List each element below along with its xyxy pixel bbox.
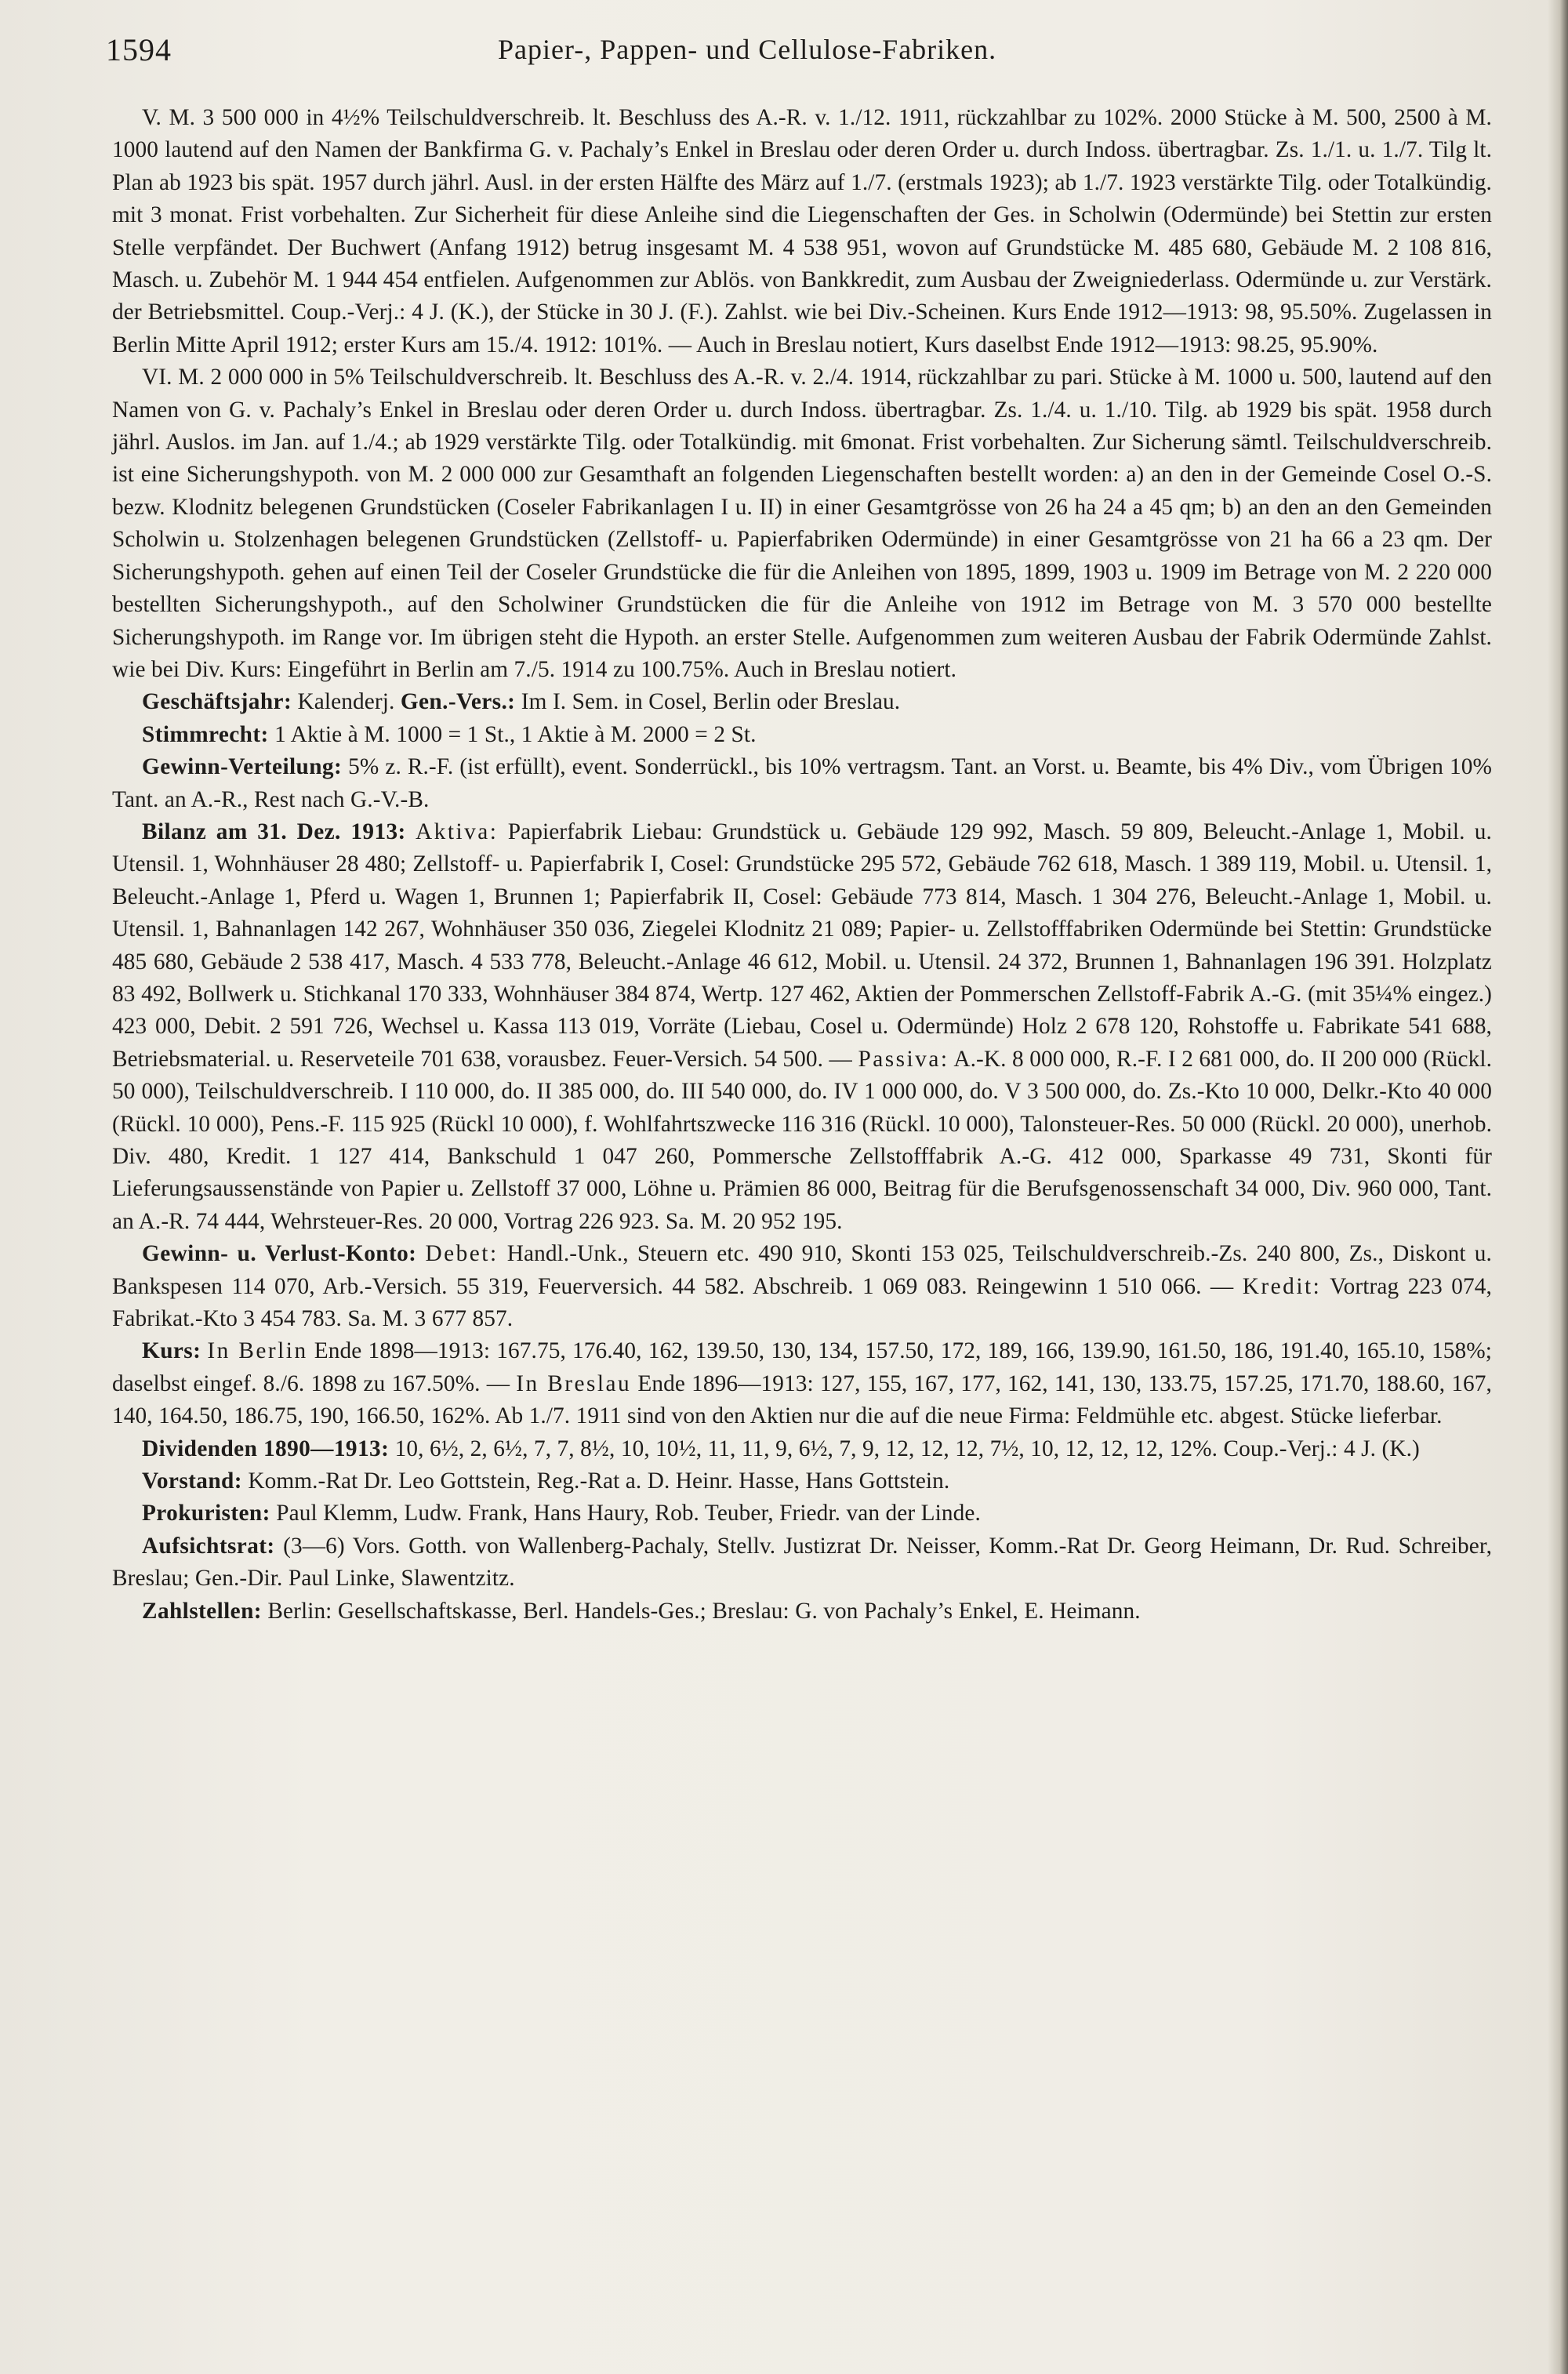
profit-distribution-label: Gewinn-Verteilung: [142,754,343,780]
document-body [112,102,1492,1628]
paying-agents-text: Berlin: Gesellschaftskasse, Berl. Handels-Ges.; Breslau: G. von Pachaly’s Enkel, E. Heimann. [267,1598,1141,1624]
share-price-label: Kurs: [142,1338,201,1364]
kredit-label: Kredit: [1242,1273,1322,1299]
aktiva-text: Papierfabrik Liebau: Grundstück u. Gebäude 129 992, Masch. 59 809, Beleucht.-Anlage 1, Mobil. u. Utensil. 1, Wohnhäuser 28 480; Zellstoff- u. Papierfabrik I, Cosel: Grundstücke 295 572, Gebäude 762 618, Masch. 1 389 119, Mobil. u. Utensil. 1, Beleucht.-Anlage 1, Pferd u. Wagen 1, Brunnen 1; Papierfabrik II, Cosel: Gebäude 773 814, Masch. 1 304 276, Beleucht.-Anlage 1, Mobil. u. Utensil. 1, Bahnanlagen 142 267, Wohnhäuser 350 036, Ziegelei Klodnitz 21 089; Papier- u. Zellstofffabriken Odermünde bei Stettin: Grundstücke 485 680, Gebäude 2 538 417, Masch. 4 533 778, Beleucht.-Anlage 46 612, Mobil. u. Utensil. 24 372, Brunnen 1, Bahnanlagen 196 391. Holzplatz 83 492, Bollwerk u. Stichkanal 170 333, Wohnhäuser 384 874, Wertp. 127 462, Aktien der Pommerschen Zellstoff-Fabrik A.-G. (mit 35¼% eingez.) 423 000, Debit. 2 591 726, Wechsel u. Kassa 113 019, Vorräte (Liebau, Cosel u. Odermünde) Holz 2 678 120, Rohstoffe u. Fabrikate 541 688, Betriebsmaterial. u. Reserveteile 701 638, vorausbez. Feuer-Versich. 54 500. — [112,819,1492,1072]
voting-rights-paragraph [112,719,1492,751]
berlin-label: In Berlin [207,1338,308,1364]
board-text: Komm.-Rat Dr. Leo Gottstein, Reg.-Rat a. D. Heinr. Hasse, Hans Gottstein. [248,1468,950,1494]
fiscal-year-text: Kalenderj. [297,689,395,715]
board-label: Vorstand: [142,1468,242,1494]
fiscal-year-label: Geschäftsjahr: [142,689,292,715]
berlin-prices-text: Ende 1898—1913: 167.75, 176.40, 162, 139.50, 130, 134, 157.50, 172, 189, 166, 139.90, 161.50, 186, 191.40, 165.10, 158%; daselbst eingef. 8./6. 1898 zu 167.50%. — [112,1338,1492,1396]
procurists-label: Prokuristen: [142,1501,270,1526]
dividends-text: 10, 6½, 2, 6½, 7, 7, 8½, 10, 10½, 11, 11, 9, 6½, 7, 9, 12, 12, 12, 7½, 10, 12, 12, 12, 12%. Coup.-Verj.: 4 J. (K.) [394,1436,1420,1461]
bond-v-paragraph: V. M. 3 500 000 in 4½% Teilschuldverschreib. lt. Beschluss des A.-R. v. 1./12. 1911, rückzahlbar zu 102%. 2000 Stücke à M. 500, 2500 à M. 1000 lautend auf den Namen der Bankfirma G. v. Pachaly’s Enkel in Breslau oder deren Order u. durch Indoss. übertragbar. Zs. 1./1. u. 1./7. Tilg lt. Plan ab 1923 bis spät. 1957 durch jährl. Ausl. in der ersten Hälfte des März auf 1./7. (erstmals 1923); ab 1./7. 1923 verstärkte Tilg. oder Totalkündig. mit 3 monat. Frist vorbehalten. Zur Sicherheit für diese Anleihe sind die Liegenschaften der Ges. in Scholwin (Odermünde) bei Stettin zur ersten Stelle verpfändet. Der Buchwert (Anfang 1912) betrug insgesamt M. 4 538 951, wovon auf Grundstücke M. 485 680, Gebäude M. 2 108 816, Masch. u. Zubehör M. 1 944 454 entfielen. Aufgenommen zur Ablös. von Bankkredit, zum Ausbau der Zweigniederlass. Odermünde u. zur Verstärk. der Betriebsmittel. Coup.-Verj.: 4 J. (K.), der Stücke in 30 J. (F.). Zahlst. wie bei Div.-Scheinen. Kurs Ende 1912—1913: 98, 95.50%. Zugelassen in Berlin Mitte April 1912; erster Kurs am 15./4. 1912: 101%. — Auch in Breslau notiert, Kurs daselbst Ende 1912—1913: 98.25, 95.90%. [112,105,1492,358]
balance-sheet-paragraph [112,816,1492,1238]
debet-label: Debet: [425,1241,499,1267]
dividends-paragraph [112,1433,1492,1465]
paying-agents-paragraph [112,1595,1492,1628]
profit-distribution-paragraph [112,751,1492,816]
share-price-paragraph [112,1335,1492,1432]
page-number: 1594 [106,32,172,67]
fiscal-year-paragraph [112,686,1492,718]
general-meeting-label: Gen.-Vers.: [400,689,516,715]
paying-agents-label: Zahlstellen: [142,1598,262,1624]
dividends-label: Dividenden 1890—1913: [142,1436,390,1461]
passiva-label: Passiva: [858,1046,949,1072]
profit-loss-label: Gewinn- u. Verlust-Konto: [142,1241,417,1267]
procurists-text: Paul Klemm, Ludw. Frank, Hans Haury, Rob. Teuber, Friedr. van der Linde. [276,1501,981,1526]
voting-rights-label: Stimmrecht: [142,721,269,747]
breslau-prices-text: Ende 1896—1913: 127, 155, 167, 177, 162, 141, 130, 133.75, 157.25, 171.70, 188.60, 167, 140, 164.50, 186.75, 190, 166.50, 162%. Ab 1./7. 1911 sind von den Aktien nur die auf die neue Firma: Feldmühle etc. abgest. Stücke lieferbar. [112,1370,1492,1429]
bond-vi-paragraph: VI. M. 2 000 000 in 5% Teilschuldverschreib. lt. Beschluss des A.-R. v. 2./4. 1914, rückzahlbar zu pari. Stücke à M. 1000 u. 500, lautend auf den Namen von G. v. Pachaly’s Enkel in Breslau oder deren Order u. durch Indoss. übertragbar. Zs. 1./4. u. 1./10. Tilg. ab 1929 bis spät. 1958 durch jährl. Auslos. im Jan. auf 1./4.; ab 1929 verstärkte Tilg. oder Totalkündig. mit 6monat. Frist vorbehalten. Zur Sicherung sämtl. Teilschuldverschreib. ist eine Sicherungshypoth. von M. 2 000 000 zur Gesamthaft an folgenden Liegenschaften bestellt worden: a) an den in der Gemeinde Cosel O.-S. bezw. Klodnitz belegenen Grundstücken (Coseler Fabrikanlagen I u. II) in einer Gesamtgrösse von 26 ha 24 a 45 qm; b) an den an den Gemeinden Scholwin u. Stolzenhagen belegenen Grundstücken (Zellstoff- u. Papierfabriken Odermünde) in einer Gesamtgrösse von 21 ha 66 a 23 qm. Der Sicherungshypoth. gehen auf einen Teil der Coseler Grundstücke die für die Anleihen von 1895, 1899, 1903 u. 1909 im Betrage von M. 2 220 000 bestellten Sicherungshypoth., auf den Scholwiner Grundstücken die für die Anleihe von 1912 im Betrage von M. 3 570 000 bestellte Sicherungshypoth. im Range vor. Im übrigen steht die Hypoth. an erster Stelle. Aufgenommen zum weiteren Ausbau der Fabrik Odermünde Zahlst. wie bei Div. Kurs: Eingeführt in Berlin am 7./5. 1914 zu 100.75%. Auch in Breslau notiert. [112,365,1492,682]
debet-text: Handl.-Unk., Steuern etc. 490 910, Skonti 153 025, Teilschuldverschreib.-Zs. 240 800, Zs., Diskont u. Bankspesen 114 070, Arb.-Versich. 55 319, Feuerversich. 44 582. Abschreib. 1 069 083. Reingewinn 1 510 066. — [112,1241,1492,1299]
profit-loss-paragraph [112,1238,1492,1335]
kredit-text: Vortrag 223 074, Fabrikat.-Kto 3 454 783. Sa. M. 3 677 857. [112,1273,1492,1332]
page-header [106,31,1501,86]
passiva-text: A.-K. 8 000 000, R.-F. I 2 681 000, do. II 200 000 (Rückl. 50 000), Teilschuldverschreib. I 110 000, do. II 385 000, do. III 540 000, do. IV 1 000 000, do. V 3 500 000, do. Zs.-Kto 10 000, Delkr.-Kto 40 000 (Rückl. 10 000), Pens.-F. 115 925 (Rückl 10 000), f. Wohlfahrtszwecke 116 316 (Rückl. 10 000), Talonsteuer-Res. 50 000 (Rückl. 20 000), unerhob. Div. 480, Kredit. 1 127 414, Bankschuld 1 047 260, Pommersche Zellstofffabrik A.-G. 412 000, Sparkasse 49 731, Skonti für Lieferungsaussenstände von Papier u. Zellstoff 37 000, Löhne u. Prämien 86 000, Beitrag für die Berufsgenossenschaft 34 000, Div. 960 000, Tant. an A.-R. 74 444, Wehrsteuer-Res. 20 000, Vortrag 226 923. Sa. M. 20 952 195. [112,1046,1492,1234]
supervisory-board-paragraph [112,1530,1492,1595]
balance-sheet-label: Bilanz am 31. Dez. 1913: [142,819,406,844]
general-meeting-text: Im I. Sem. in Cosel, Berlin oder Breslau. [521,689,901,715]
breslau-label: In Breslau [516,1370,632,1396]
supervisory-board-label: Aufsichtsrat: [142,1533,275,1559]
board-paragraph [112,1465,1492,1497]
page-edge-shadow [1548,0,1568,2374]
running-title: Papier-, Pappen- und Cellulose-Fabriken. [498,34,997,65]
procurists-paragraph [112,1497,1492,1530]
voting-rights-text: 1 Aktie à M. 1000 = 1 St., 1 Aktie à M. 2000 = 2 St. [274,721,757,747]
aktiva-label: Aktiva: [416,819,499,844]
supervisory-board-text: (3—6) Vors. Gotth. von Wallenberg-Pachaly, Stellv. Justizrat Dr. Neisser, Komm.-Rat Dr. Georg Heimann, Dr. Rud. Schreiber, Breslau; Gen.-Dir. Paul Linke, Slawentzitz. [112,1533,1492,1592]
profit-distribution-text: 5% z. R.-F. (ist erfüllt), event. Sonderrückl., bis 10% vertragsm. Tant. an Vorst. u. Beamte, bis 4% Div., vom Übrigen 10% Tant. an A.-R., Rest nach G.-V.-B. [112,754,1492,812]
